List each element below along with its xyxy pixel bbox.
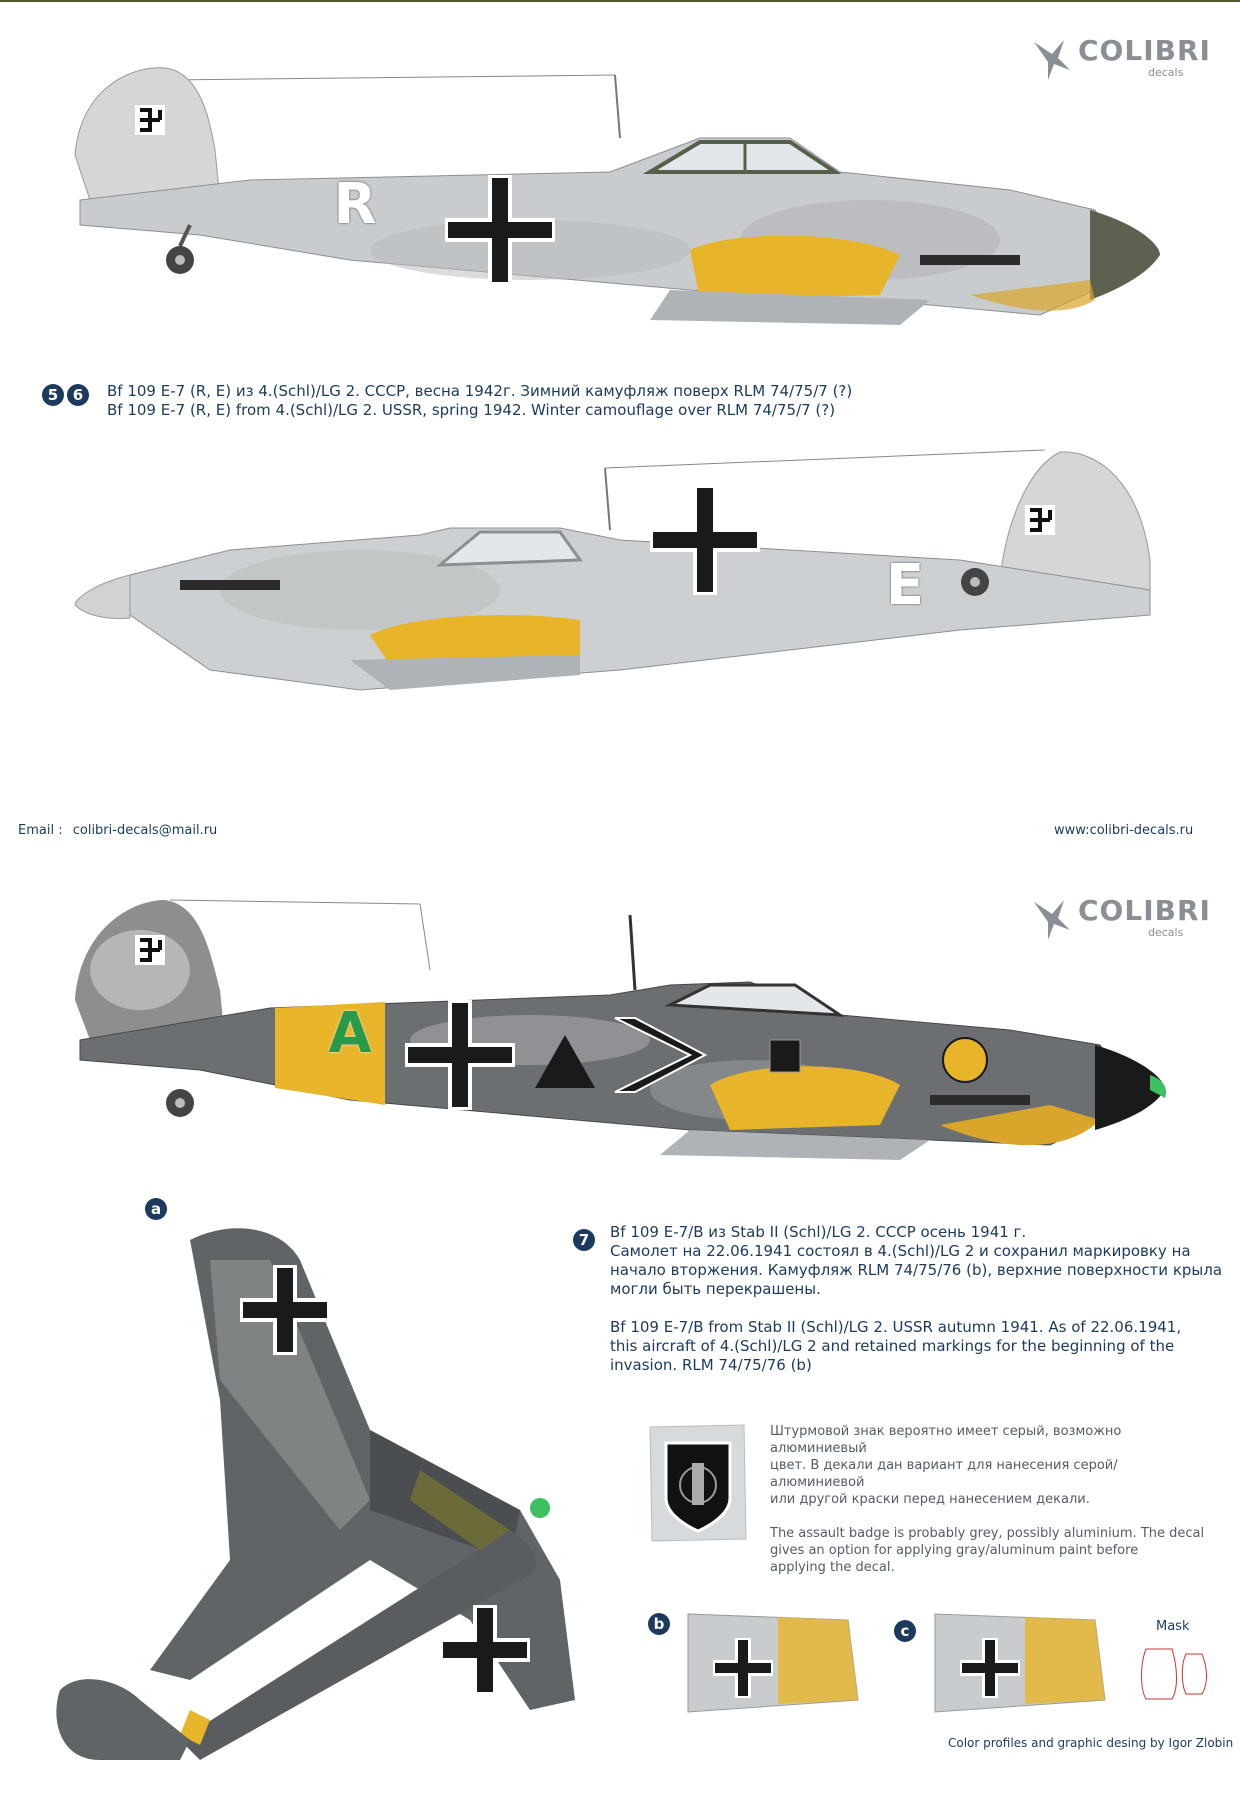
- mask-label: Mask: [1156, 1619, 1190, 1634]
- top-view-aircraft: [40, 1200, 610, 1800]
- profile-markers-5-6: [42, 384, 92, 406]
- marker-7: 7: [573, 1229, 595, 1251]
- caption-7-ru-3: начало вторжения. Камуфляж RLM 74/75/76 (b), верхние поверхности крыла: [610, 1261, 1223, 1279]
- view-marker-b: [648, 1613, 673, 1635]
- caption-7-ru-2: Самолет на 22.06.1941 состоял в 4.(Schl)/LG 2 и сохранил маркировку на: [610, 1242, 1191, 1260]
- caption-7-ru-1: Bf 109 E-7/B из Stab II (Schl)/LG 2. СССР осень 1941 г.: [610, 1223, 1027, 1241]
- profile-6-code-letter: E: [885, 553, 925, 618]
- marker-a: a: [145, 1198, 167, 1220]
- wing-option-c: [935, 1608, 1115, 1718]
- marker-5: 5: [42, 384, 64, 406]
- caption-5-6-en: Bf 109 E-7 (R, E) from 4.(Schl)/LG 2. USSR, spring 1942. Winter camouflage over RLM 74/75/7 (?): [107, 401, 836, 419]
- contact-website: www:colibri-decals.ru: [1054, 823, 1194, 838]
- brand-name: COLIBRI: [1078, 894, 1211, 927]
- caption-7-ru-4: могли быть перекрашены.: [610, 1280, 821, 1298]
- view-marker-c: [894, 1620, 919, 1642]
- badge-note: [770, 1423, 1210, 1576]
- credits-footer: Color profiles and graphic desing by Igor Zlobin: [948, 1736, 1234, 1750]
- marker-6: 6: [67, 384, 89, 406]
- email-address: colibri-decals@mail.ru: [72, 823, 218, 838]
- badge-note-en-1: The assault badge is probably grey, possibly aluminium. The decal: [770, 1526, 1205, 1541]
- caption-7-en-2: this aircraft of 4.(Schl)/LG 2 and retained markings for the beginning of the: [610, 1337, 1175, 1355]
- brand-sub: decals: [1148, 66, 1184, 79]
- top-border: [0, 0, 1240, 2]
- profile-5-aircraft: [50, 60, 1210, 320]
- caption-5-6: [107, 382, 1007, 420]
- mask-outline: [1136, 1644, 1226, 1704]
- badge-note-ru-3: или другой краски перед нанесением декали.: [770, 1492, 1090, 1507]
- badge-note-ru-1: Штурмовой знак вероятно имеет серый, возможно алюминиевый: [770, 1424, 1122, 1456]
- profile-marker-7: [573, 1229, 598, 1251]
- profile-7-aircraft: [50, 890, 1210, 1150]
- caption-7: [610, 1223, 1230, 1375]
- wing-option-b: [688, 1608, 868, 1718]
- contact-email: [18, 823, 217, 838]
- fin-marking: [135, 105, 165, 135]
- caption-7-en-3: invasion. RLM 74/75/76 (b): [610, 1356, 812, 1374]
- brand-sub: decals: [1148, 926, 1184, 939]
- profile-5-code-letter: R: [333, 172, 377, 237]
- email-label: Email :: [18, 823, 63, 838]
- badge-note-ru-2: цвет. В декали дан вариант для нанесения серой/алюминиевой: [770, 1458, 1118, 1490]
- marker-c: c: [894, 1620, 916, 1642]
- profile-6-aircraft: [60, 440, 1180, 700]
- badge-note-en-2: gives an option for applying gray/aluminum paint before: [770, 1543, 1139, 1558]
- assault-badge-image: [648, 1423, 748, 1543]
- caption-7-en-1: Bf 109 E-7/B from Stab II (Schl)/LG 2. USSR autumn 1941. As of 22.06.1941,: [610, 1318, 1182, 1336]
- caption-5-6-ru: Bf 109 E-7 (R, E) из 4.(Schl)/LG 2. СССР, весна 1942г. Зимний камуфляж поверх RLM 74/75/7 (?): [107, 382, 853, 400]
- brand-name: COLIBRI: [1078, 34, 1211, 67]
- badge-note-en-3: applying the decal.: [770, 1560, 895, 1575]
- profile-7-code-letter: A: [328, 1001, 372, 1066]
- marker-b: b: [648, 1613, 670, 1635]
